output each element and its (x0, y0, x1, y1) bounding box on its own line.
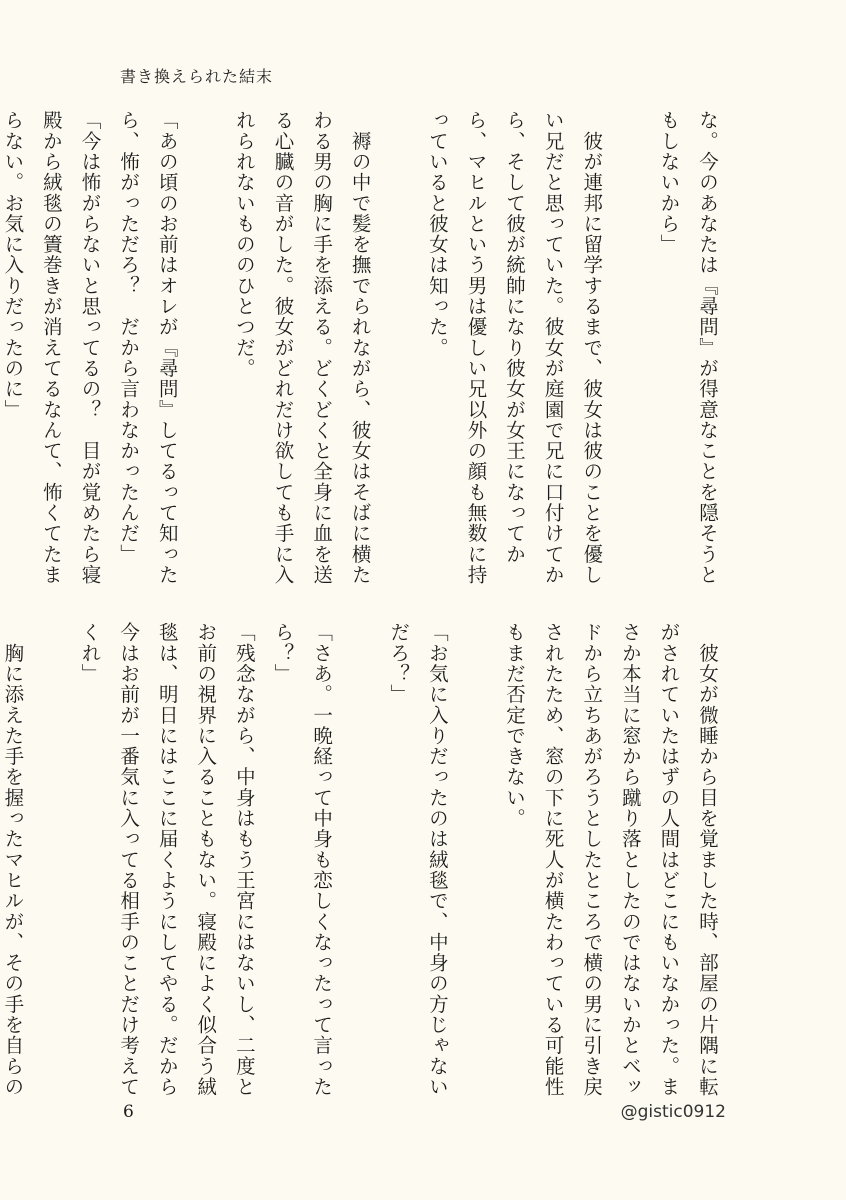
upper-text-column (1, 110, 726, 588)
author-handle: @gistic0912 (620, 1102, 726, 1122)
dialogue: 「さあ。一晩経って中身も恋しくなったって言ったら？」 (271, 622, 334, 1097)
paragraph: 褥の中で髪を撫でられながら、彼女はそばに横たわる男の胸に手を添える。どくどくと全身に血を送る心臓の音がした。彼女がどれだけ欲しても手に入れられないもののひとつだ。 (232, 110, 372, 585)
paragraph: な。今のあなたは『尋問』が得意なことを隠そうともしないから」 (657, 110, 719, 585)
dialogue: 「今は怖がらないと思ってるの？ 目が覚めたら寝殿から絨毯の簀巻きが消えてるなんて、怖くてたまらない。お気に入りだったのに」 (1, 110, 102, 585)
dialogue: 「あの頃のお前はオレが『尋問』してるって知ったら、怖がっただろ？ だから言わなかったんだ」 (117, 110, 179, 585)
blank-line (340, 622, 379, 1100)
blank-line (186, 110, 225, 588)
lower-text-column (1, 622, 726, 1100)
blank-line (456, 622, 495, 1100)
paragraph: 彼女が微睡から目を覚ました時、部屋の片隅に転がされていたはずの人間はどこにもいなかった。まさか本当に窓から蹴り落としたのではないかとベッドから立ちあがろうとしたところで横の男に引き戻されたため、窓の下に死人が横たわっている可能性もまだ否定できない。 (503, 622, 719, 1097)
paragraph: 彼が連邦に留学するまで、彼女は彼のことを優しい兄だと思っていた。彼女が庭園で兄に口付けてから、そして彼が統帥になり彼女が女王になってから、マヒルという男は優しい兄以外の顔も無数に持っていると彼女は知った。 (425, 110, 604, 585)
blank-line (610, 110, 649, 588)
blank-line (379, 110, 418, 588)
page-number: 6 (123, 1102, 134, 1122)
paragraph: 胸に添えた手を握ったマヒルが、その手を自らの (1, 642, 25, 1097)
page-title: 書き換えられた結末 (120, 67, 274, 86)
dialogue: 「お気に入りだったのは絨毯で、中身の方じゃないだろ？」 (387, 622, 449, 1097)
blank-line (31, 622, 70, 1100)
dialogue: 「残念ながら、中身はもう王宮にはないし、二度とお前の視界に入ることもない。寝殿によく似合う絨毯は、明日にはここに届くようにしてやる。だから今はお前が一番気に入ってる相手のことだけ考えてくれ」 (78, 622, 256, 1097)
